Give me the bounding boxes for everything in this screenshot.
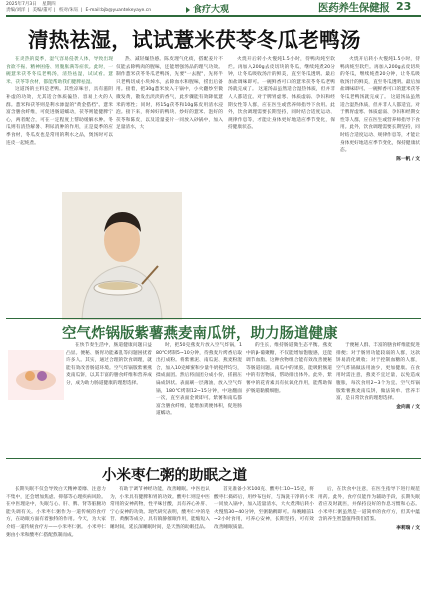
article1-body-4: 火烧开后转小火慢炖1.5小时，待鸭肉炖至软烂。再加入200g去皮切块的冬瓜，继续炖煮20分钟，让冬瓜吸收汤汁的鲜美，直至冬瓜透明。最后加盐调味即可。一碗鲜香可口的薏米茯苓冬瓜老鸭汤就完成了。 这道汤品虽然适合湿热体质，但并非人人都适宜。对于脾胃虚寒、体质虚弱、孕妇和经期女性等人群，应在医生或营养师指导下食用。此外，饮食调理需要长期坚持，同时结合适度运动、规律作息等，才能让身体更好地适应季节变化，保持健康状态。 (340, 57, 420, 154)
article1-column-3 (228, 56, 335, 188)
editor-credit: 责编/刘洋 (6, 8, 26, 13)
section-title: 食疗大观 (186, 2, 246, 16)
article3-column-2 (110, 486, 210, 604)
article1-photo (62, 192, 182, 320)
issue-date: 2025年7月3日 (6, 2, 37, 7)
contact-email: E-mail:bjb@yuantekeyaye.cn (85, 8, 152, 13)
article3-headline: 小米枣仁粥的助眠之道 (102, 467, 247, 484)
article2-column-2 (156, 342, 242, 454)
article2-author: 金向南 / 文 (396, 404, 420, 410)
issue-weekday: 星期四 (42, 2, 56, 7)
article3-author: 李莉瑞 / 文 (396, 525, 420, 531)
article2-column-1 (66, 342, 152, 454)
newspaper-name: 医药养生保健报 (318, 2, 390, 14)
section-divider-1 (6, 318, 421, 319)
header-meta: 2025年7月3日 星期四 责编/刘洋 | 美编/董可 | 校对/朱钰 | E-mail:bjb@yuantekeyaye.cn (6, 2, 152, 13)
article1-body-3: 火烧开后转小火慢炖1.5小时，待鸭肉炖至软烂。再加入200g去皮切块的冬瓜，继续炖煮20分钟，让冬瓜吸收汤汁的鲜美，直至冬瓜透明。最后加盐调味即可。一碗鲜香可口的薏米茯苓冬瓜老鸭汤就完成了。 这道汤品虽然适合湿热体质，但并非人人都适宜。对于脾胃虚寒、体质虚弱、孕妇和经期女性等人群，应在医生或营养师指导下食用。此外，饮食调理需要长期坚持，同时结合适度运动、规律作息等，才能让身体更好地适应季节变化，保持健康状态。 (228, 57, 335, 131)
designer-credit: 美编/董可 (32, 8, 53, 13)
article2-body-2: 时，把50克燕麦片放入空气炸锅，180℃烤制5~10分钟，待燕麦片烤香后取出打成粉。将紫薯泥、南瓜泥、燕麦粉混合，加入10克蜂蜜和少量牛奶搅拌均匀，揉成面团。然后将面团分成小份，搓圆压扁成饼状。表面刷一层薄油，放入空气炸锅，180℃烤制12~15分钟，中途翻面一次，直至表面金黄即可。紫薯和南瓜都富含膳食纤维，能增加粪便体积，促进肠道蠕动。 (156, 343, 242, 417)
section-marker-icon (186, 7, 190, 13)
article2-body-4: 于便秘人群，丰富的膳食纤维能促进排便；对于肠胃功能较弱的人群，这款饼易消化吸收；对于控制血糖的人群，空气炸锅做法用油少，更加健康。在食用时需注意，燕麦不宜过量，以免造成腹胀，每次食用2~3个为宜。空气炸锅版紫薯燕麦南瓜饼，做法简单、营养丰富，是日常饮食的理想选择。 (336, 343, 420, 402)
section-divider-2 (6, 458, 421, 459)
article1-lead: 在炎热的夏季，湿气容易侵袭人体，导致出现食欲不振、精神困倦、胃腹胀满等症状。此时，一碗薏米茯苓冬瓜老鸭汤，清热祛湿，试试看。薏米、茯苓等食材，都能帮助我们健脾祛湿。 (6, 57, 113, 85)
article2-headline: 空气炸锅版紫薯燕麦南瓜饼，助力肠道健康 (62, 325, 338, 342)
article1-headline: 清热祛湿，试试薏米茯苓冬瓜老鸭汤 (28, 28, 361, 52)
article3-column-1 (6, 486, 106, 604)
article3-body-2: 有助于调节神经功能，改善睡眠。中医也认为，小米具有健脾和胃的功效。酸枣仁则是中医常用的安神药物，性平味甘酸，具有养心补肝、宁心安神的功效。现代研究表明，酸枣仁中的皂苷、黄酮等成分，具有镇静催眠作用，能缩短入睡时间，延长深睡眠时间，是天然的助眠佳品。 (110, 487, 210, 530)
page-number: 23 (396, 0, 412, 13)
article2-body-1: 在快节奏生活中，肠道健康问题日益凸显。便秘、肠胃功能紊乱等问题困扰着许多人。其实，通过合理的饮食调理，就能有效改善肠道环境。空气炸锅版紫薯燕麦南瓜饼，以其丰富的膳食纤维和营养成分，成为助力肠道健康的理想选择。 (66, 343, 152, 386)
article2-body-3: 的生长，维持肠道微生态平衡。燕麦中的β-葡聚糖，不仅能增加饱腹感，还能调节血脂。这种食物组合能有效改善便秘等肠道问题。南瓜中的果胶，能吸附肠道中的有害物质，帮助排出体外。此外，紫薯中的花青素具有抗氧化作用，能帮助保护肠道黏膜细胞。 (246, 343, 332, 394)
proofreader-credit: 校对/朱钰 (59, 8, 79, 13)
article2-column-4 (336, 342, 420, 454)
article3-body-1: 长期失眠不仅会导致白天精神萎靡、注意力不集中，还会增加焦虑、抑郁等心理疾病风险。在中医理论中，失眠与心、肝、脾、肾等脏腑功能失调有关。小米枣仁粥作为一道传统的食疗方，在助眠方面有着独特的作用。今天，为大家介绍一道传统食疗方——小米枣仁粥。 小米枣仁粥由小米和酸枣仁搭配熬制而成。 (6, 487, 106, 538)
article3-column-3 (214, 486, 314, 604)
article1-column-1 (6, 56, 113, 186)
article1-column-4 (340, 56, 420, 320)
article3-body-4: 后，在饮食中注意，在医生指导下进行规范用药。此外，食疗仅能作为辅助手段，长期失眠者应及时就医，并保持良好的作息习惯和心态。小米枣仁粥虽然是一道简单的食疗方，但其中蕴含的养生智慧值得我们借鉴。 (318, 487, 420, 523)
article1-column-2 (116, 56, 223, 188)
header-rule (6, 15, 421, 17)
person-with-soup-illustration (62, 192, 182, 320)
article2-illustration (8, 350, 64, 400)
pastry-illustration (8, 350, 64, 400)
article1-body-1: 这道汤的主料是老鸭。其性凉味甘，具有滋阴补虚的功效，尤其适合体质偏热、容易上火的人群。薏米和茯苓则是利水渗湿的"黄金搭档"。薏米富含膳食纤维，可促进肠道蠕动，茯苓则能健脾宁心，两者配合，可在一定程度上帮助缓解水肿。冬瓜则有清热解暑、利尿消肿的作用，正是夏季的应季食材，冬瓜皮也是常用的利水之品，煲汤时可以连皮一起炖煮。 (6, 87, 113, 146)
article1-author: 陈一帆 / 文 (396, 156, 420, 162)
article3-body-3: 首先准备小米100克、酸枣仁10~15克，将酸枣仁捣碎后，用纱布包好，与淘洗干净的小米一同放入锅中，加入适量清水，大火煮沸后转小火慢熬30~40分钟，至粥黏稠即可。每晚睡前1~2小时食用，可养心安神，长期坚持，可有效改善睡眠质量。 (214, 487, 314, 530)
article3-column-4 (318, 486, 420, 604)
article1-body-2: 热、减轻燥热感。陈皮理气化痰，搭配姜片不仅能去除鸭肉的腥味，还能增强汤品的理气功效。 制作薏米茯苓冬瓜老鸭汤，先要"一去腥"，先将半只老鸭切成小块焯水，去除血水和腥味，捞出后备用。接着，把30g薏米放入干锅中，小火翻炒至微微发黄，散发出淡淡的香气，此步骤能有效降低薏米的寒性；同时，将15g茯苓和10g陈皮用清水浸泡。接下来，将焯好的鸭块、炒好的薏米、泡好的茯苓和陈皮，以及适量姜片一同放入砂锅中，加入足量清水，大 (116, 57, 223, 131)
article2-column-3 (246, 342, 332, 454)
